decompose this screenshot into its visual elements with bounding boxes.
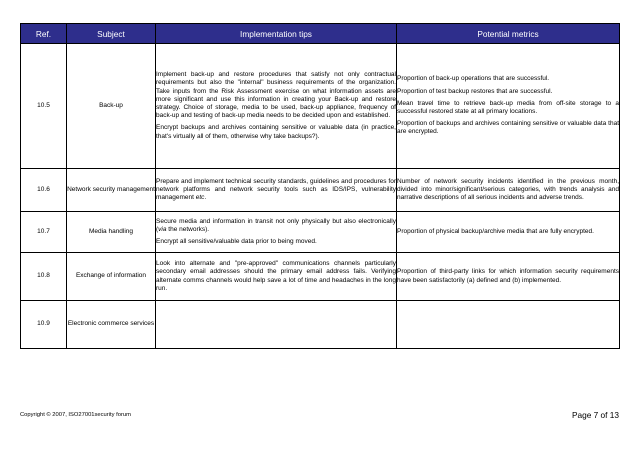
row-subject: Media handling: [67, 212, 156, 253]
table-row: [21, 44, 620, 169]
row-ref: 10.6: [21, 169, 67, 212]
metric-paragraph: Proportion of physical backup/archive media that are fully encrypted.: [397, 227, 594, 235]
row-metrics: [397, 253, 620, 301]
table-row: [21, 301, 620, 349]
tip-text: .: [204, 194, 207, 202]
row-tips: [156, 301, 397, 349]
row-ref: 10.9: [21, 301, 67, 349]
row-metrics: [397, 301, 620, 349]
row-ref: 10.8: [21, 253, 67, 301]
header-subject: Subject: [67, 24, 156, 44]
tip-text: Prepare and implement technical security standards, guidelines and procedures for network platforms and network security tools such as IDS/IPS, vulnerability management: [156, 177, 396, 202]
row-metrics: [397, 212, 620, 253]
metric-paragraph: Proportion of backups and archives containing sensitive or valuable data that are encrypted.: [397, 120, 619, 136]
tip-paragraph: Encrypt backups and archives containing sensitive or valuable data (in practice, that's virtually all of them, otherwise why take backups?).: [156, 124, 396, 140]
tip-paragraph: Encrypt all sensitive/valuable data prior to being moved.: [156, 238, 317, 246]
row-tips: [156, 253, 397, 301]
table-row: [21, 253, 620, 301]
row-ref: 10.7: [21, 212, 67, 253]
table-row: [21, 212, 620, 253]
row-metrics: [397, 44, 620, 169]
tip-text: Secure media and information in transit not only physically but also electronically (: [156, 217, 396, 233]
table-header-row: [21, 24, 620, 44]
tip-paragraph: [156, 178, 396, 203]
row-subject: Network security management: [67, 169, 156, 212]
tip-paragraph: Implement back-up and restore procedures that satisfy not only contractual requirements but also the "internal" business requirements of the organization. Take inputs from the Risk Assessment exercise on what information assets are more significant and use this information in creating your Back-up and restore strategy. Choice of storage, media to be used, back-up appliance, frequency of back-up and testing of back-up media needs to be decided upon and established.: [156, 71, 396, 120]
row-tips: [156, 44, 397, 169]
header-potential-metrics: Potential metrics: [397, 24, 620, 44]
metric-paragraph: Proportion of third-party links for which information security requirements have been satisfactorily (a) defined and (b) implemented.: [397, 268, 619, 284]
header-implementation-tips: Implementation tips: [156, 24, 397, 44]
metric-paragraph: Proportion of back-up operations that are successful.: [397, 75, 550, 83]
row-subject: Exchange of information: [67, 253, 156, 301]
tip-text: the networks).: [166, 225, 210, 233]
metric-paragraph: Number of network security incidents identified in the previous month, divided into minor/significant/serious categories, with trends analysis and narrative descriptions of all serious incidents and adverse trends.: [397, 177, 619, 202]
footer-copyright: Copyright © 2007, ISO27001security forum: [20, 412, 131, 418]
row-metrics: [397, 169, 620, 212]
header-ref: Ref.: [21, 24, 67, 44]
row-subject: Electronic commerce services: [67, 301, 156, 349]
metrics-table: [20, 23, 620, 349]
table-row: [21, 169, 620, 212]
footer-page-number: Page 7 of 13: [571, 410, 619, 420]
row-tips: [156, 169, 397, 212]
metric-paragraph: Mean travel time to retrieve back-up media from off-site storage to a successful restored state at all primary locations.: [397, 99, 619, 115]
tip-italic: etc: [195, 194, 205, 202]
row-subject: Back-up: [67, 44, 156, 169]
metric-paragraph: Proportion of test backup restores that are successful.: [397, 87, 553, 95]
tip-italic: via: [158, 225, 167, 233]
tip-paragraph: Look into alternate and "pre-approved" communications channels particularly secondary email addresses should the primary email address fails. Verifying alternate comms channels would help save a lot of time and headaches in the long run.: [156, 260, 396, 292]
row-tips: [156, 212, 397, 253]
tip-paragraph: [156, 218, 396, 234]
row-ref: 10.5: [21, 44, 67, 169]
